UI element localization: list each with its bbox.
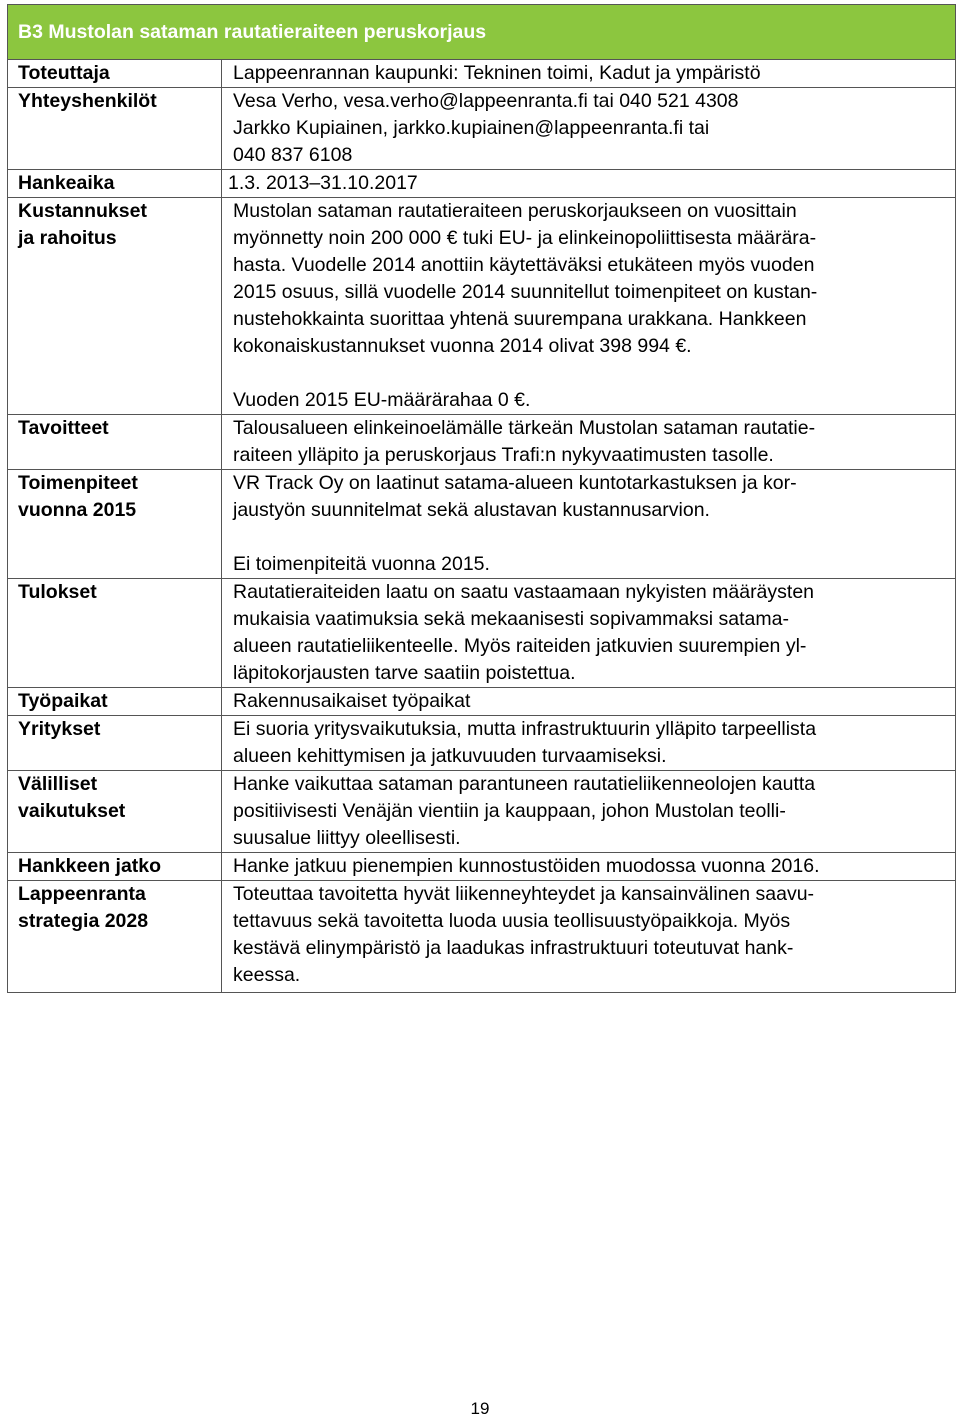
value-tavoitteet [222, 415, 956, 470]
funding-note: Vuoden 2015 EU-määrärahaa 0 €. [233, 389, 531, 411]
paragraph-line: hasta. Vuodelle 2014 anottiin käytettäväksi etukäteen myös vuoden [233, 254, 815, 276]
value-tulokset [222, 579, 956, 688]
value-hankkeen-jatko: Hanke jatkuu pienempien kunnostustöiden muodossa vuonna 2016. [222, 853, 956, 881]
label-toimenpiteet: Toimenpiteet vuonna 2015 [8, 470, 222, 579]
value-toimenpiteet [222, 470, 956, 579]
value-yhteyshenkilot [222, 88, 956, 170]
row-strategia [8, 881, 956, 993]
paragraph-line: kestävä elinympäristö ja laadukas infrastruktuuri toteutuvat hank- [233, 937, 794, 959]
value-yritykset [222, 716, 956, 771]
value-strategia [222, 881, 956, 993]
paragraph-line: VR Track Oy on laatinut satama-alueen kuntotarkastuksen ja kor- [233, 472, 797, 494]
paragraph-line: nustehokkainta suorittaa yhtenä suurempana urakkana. Hankkeen [233, 308, 807, 330]
header-cell [8, 5, 956, 60]
paragraph-line: positiivisesti Venäjän vientiin ja kauppaan, johon Mustolan teolli- [233, 800, 786, 822]
row-kustannukset [8, 198, 956, 415]
paragraph-line: Hanke vaikuttaa sataman parantuneen rautatieliikenneolojen kautta [233, 773, 816, 795]
paragraph-line: Talousalueen elinkeinoelämälle tärkeän Mustolan sataman rautatie- [233, 417, 816, 439]
measures-note: Ei toimenpiteitä vuonna 2015. [233, 553, 490, 575]
paragraph-line: alueen rautatieliikenteelle. Myös raiteiden jatkuvien suurempien yl- [233, 635, 807, 657]
row-valilliset [8, 771, 956, 853]
row-tavoitteet [8, 415, 956, 470]
paragraph-line: Rautatieraiteiden laatu on saatu vastaamaan nykyisten määräysten [233, 581, 815, 603]
row-tyopaikat [8, 688, 956, 716]
row-yhteyshenkilot [8, 88, 956, 170]
label-tyopaikat: Työpaikat [8, 688, 222, 716]
paragraph-line: kokonaiskustannukset vuonna 2014 olivat 398 994 €. [233, 335, 692, 357]
contact-line: Vesa Verho, vesa.verho@lappeenranta.fi tai 040 521 4308 [233, 90, 739, 112]
row-hankkeen-jatko [8, 853, 956, 881]
row-hankeaika [8, 170, 956, 198]
row-toimenpiteet [8, 470, 956, 579]
value-kustannukset [222, 198, 956, 415]
row-tulokset [8, 579, 956, 688]
project-table [7, 4, 956, 993]
project-title: B3 Mustolan sataman rautatieraiteen peruskorjaus [18, 21, 487, 43]
page-number: 19 [470, 1399, 490, 1418]
paragraph-line: raiteen ylläpito ja peruskorjaus Trafi:n nykyvaatimusten tasolle. [233, 444, 774, 466]
paragraph-line: läpitokorjausten tarve saatiin poistettua. [233, 662, 576, 684]
contact-line: Jarkko Kupiainen, jarkko.kupiainen@lappeenranta.fi tai [233, 117, 710, 139]
value-toteuttaja: Lappeenrannan kaupunki: Tekninen toimi, Kadut ja ympäristö [222, 60, 956, 88]
label-tavoitteet: Tavoitteet [8, 415, 222, 470]
paragraph-line: tettavuus sekä tavoitetta luoda uusia teollisuustyöpaikkoja. Myös [233, 910, 791, 932]
label-valilliset: Välilliset vaikutukset [8, 771, 222, 853]
paragraph-line: Mustolan sataman rautatieraiteen peruskorjaukseen on vuosittain [233, 200, 797, 222]
paragraph-line: keessa. [233, 964, 301, 986]
header-row [8, 5, 956, 60]
label-yhteyshenkilot: Yhteyshenkilöt [8, 88, 222, 170]
paragraph-line: myönnetty noin 200 000 € tuki EU- ja elinkeinopoliittisesta määrära- [233, 227, 817, 249]
paragraph-line: 2015 osuus, sillä vuodelle 2014 suunnitellut toimenpiteet on kustan- [233, 281, 818, 303]
label-hankeaika: Hankeaika [8, 170, 222, 198]
label-strategia: Lappeenranta strategia 2028 [8, 881, 222, 993]
paragraph-line: Toteuttaa tavoitetta hyvät liikenneyhteydet ja kansainvälinen saavu- [233, 883, 815, 905]
row-toteuttaja [8, 60, 956, 88]
value-tyopaikat: Rakennusaikaiset työpaikat [222, 688, 956, 716]
contact-line: 040 837 6108 [233, 144, 353, 166]
row-yritykset [8, 716, 956, 771]
paragraph-line: jaustyön suunnitelmat sekä alustavan kustannusarvion. [233, 499, 710, 521]
paragraph-line: alueen kehittymisen ja jatkuvuuden turvaamiseksi. [233, 745, 667, 767]
paragraph-line: suusalue liittyy oleellisesti. [233, 827, 461, 849]
label-tulokset: Tulokset [8, 579, 222, 688]
paragraph-line: mukaisia vaatimuksia sekä mekaanisesti sopivammaksi satama- [233, 608, 789, 630]
label-kustannukset: Kustannukset ja rahoitus [8, 198, 222, 415]
value-valilliset [222, 771, 956, 853]
label-toteuttaja: Toteuttaja [8, 60, 222, 88]
label-hankkeen-jatko: Hankkeen jatko [8, 853, 222, 881]
paragraph-line: Ei suoria yritysvaikutuksia, mutta infrastruktuurin ylläpito tarpeellista [233, 718, 817, 740]
label-yritykset: Yritykset [8, 716, 222, 771]
value-hankeaika: 1.3. 2013–31.10.2017 [222, 170, 956, 198]
